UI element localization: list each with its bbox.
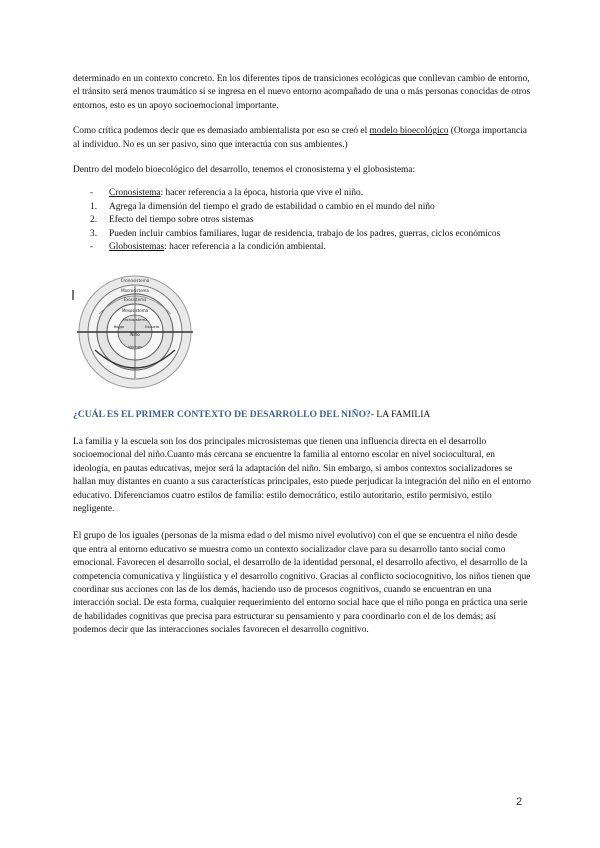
mesosystem-label: Mesosistema <box>121 308 149 314</box>
page-content <box>73 73 531 650</box>
ecological-model-figure <box>73 274 193 390</box>
chronosystem-label: Cronosistema <box>120 278 150 284</box>
page-number: 2 <box>516 796 523 808</box>
microsystem-label: Microsistema <box>122 317 148 323</box>
ecological-model-diagram <box>77 274 193 390</box>
list-item: - Globosistemas: hacer referencia a la condición ambiental. <box>90 242 326 253</box>
list-item: 1. Agrega la dimensión del tiempo el grado de estabilidad o cambio en el mundo del niño <box>90 201 435 212</box>
section-heading-question: ¿CUÁL ES EL PRIMER CONTEXTO DE DESARROLLO DEL NIÑO? <box>73 409 371 421</box>
bioecological-model-term: modelo bioecológico <box>369 126 449 137</box>
exosystem-label: Exosistema <box>123 297 147 303</box>
list-item: 2. Efecto del tiempo sobre otros sistemas <box>90 215 254 226</box>
paragraph-systems-intro: Dentro del modelo bioecológico del desarrollo, tenemos el cronosistema y el globosistema: <box>73 165 416 176</box>
home-label: Hogar <box>113 325 125 330</box>
paragraph-criticism <box>73 125 531 152</box>
chronosystem-term: Cronosistema <box>109 188 161 199</box>
child-label: Niño <box>130 332 140 338</box>
globosystem-term: Globosistemas <box>109 242 165 253</box>
paragraph-family-school: La familia y la escuela son los dos principales microsistemas que tienen una influencia directa en el desarrollo socioemocional del niño.Cuanto más cercana se encuentre la familia al entorno escolar en nivel sociocultural, en ideología, en pautas educativas, mejor será la adaptación del niño. Sin embargo, si ambos contextos socializadores se hallan muy distantes en cuanto a sus características principales, esto puede perjudicar la integración del niño en el entorno educativo. Diferenciamos cuatro estilos de familia: estilo democrático, estilo autoritario, estilo permisivo, estilo negligente. <box>73 436 531 514</box>
paragraph-transitions: determinado en un contexto concreto. En los diferentes tipos de transiciones ecológicas que conllevan cambio de entorno, el tránsito será menos traumático si se ingresa en el nuevo entorno acompañado de una o más personas conocidas de otros entornos, esto es un apoyo socioemocional importante. <box>73 74 531 111</box>
paragraph-peer-group: El grupo de los iguales (personas de la misma edad o del mismo nivel evolutivo) con el que se encuentra el niño desde que entra al entorno educativo se muestra como un contexto socializador clave para su desarrollo tanto social como emocional. Favorecen el desarrollo social, el desarrollo de la identidad personal, el desarrollo afectivo, el desarrollo de la competencia comunicativa y lingüística y el desarrollo cognitivo. Gracias al conflicto sociocognitivo, los niños tienen que coordinar sus acciones con las de los demás, haciendo uso de procesos cognitivos, cuando se encuentran en una interacción social. De esta forma, cualquier requerimiento del entorno social hace que el niño ponga en práctica una serie de habilidades cognitivas que precisa para estructurar su pensamiento y para coordinarlo con el de los demás; así podemos decir que las interacciones sociales favorecen el desarrollo cognitivo. <box>73 531 531 636</box>
neighbors-label: Vecinos <box>128 345 142 350</box>
list-item: - Cronosistema: hacer referencia a la época, historia que vive el niño. <box>90 188 364 199</box>
figure-margin-mark <box>72 290 74 300</box>
systems-list <box>73 187 531 254</box>
section-heading <box>73 408 531 421</box>
criticism-text: Como crítica podemos decir que es demasiado ambientalista por eso se creó el <box>73 126 370 137</box>
school-label: Escuela <box>145 325 159 330</box>
section-heading-answer: - LA FAMILIA <box>370 409 431 421</box>
criticism-note: (Otorga importancia al individuo. No es un ser pasivo, sino que interactúa con sus ambientes.) <box>73 126 527 150</box>
list-item: 3. Pueden incluir cambios familiares, lugar de residencia, trabajo de los padres, guerras, ciclos económicos <box>90 228 501 239</box>
macrosystem-label: Macrosistema <box>121 288 149 294</box>
